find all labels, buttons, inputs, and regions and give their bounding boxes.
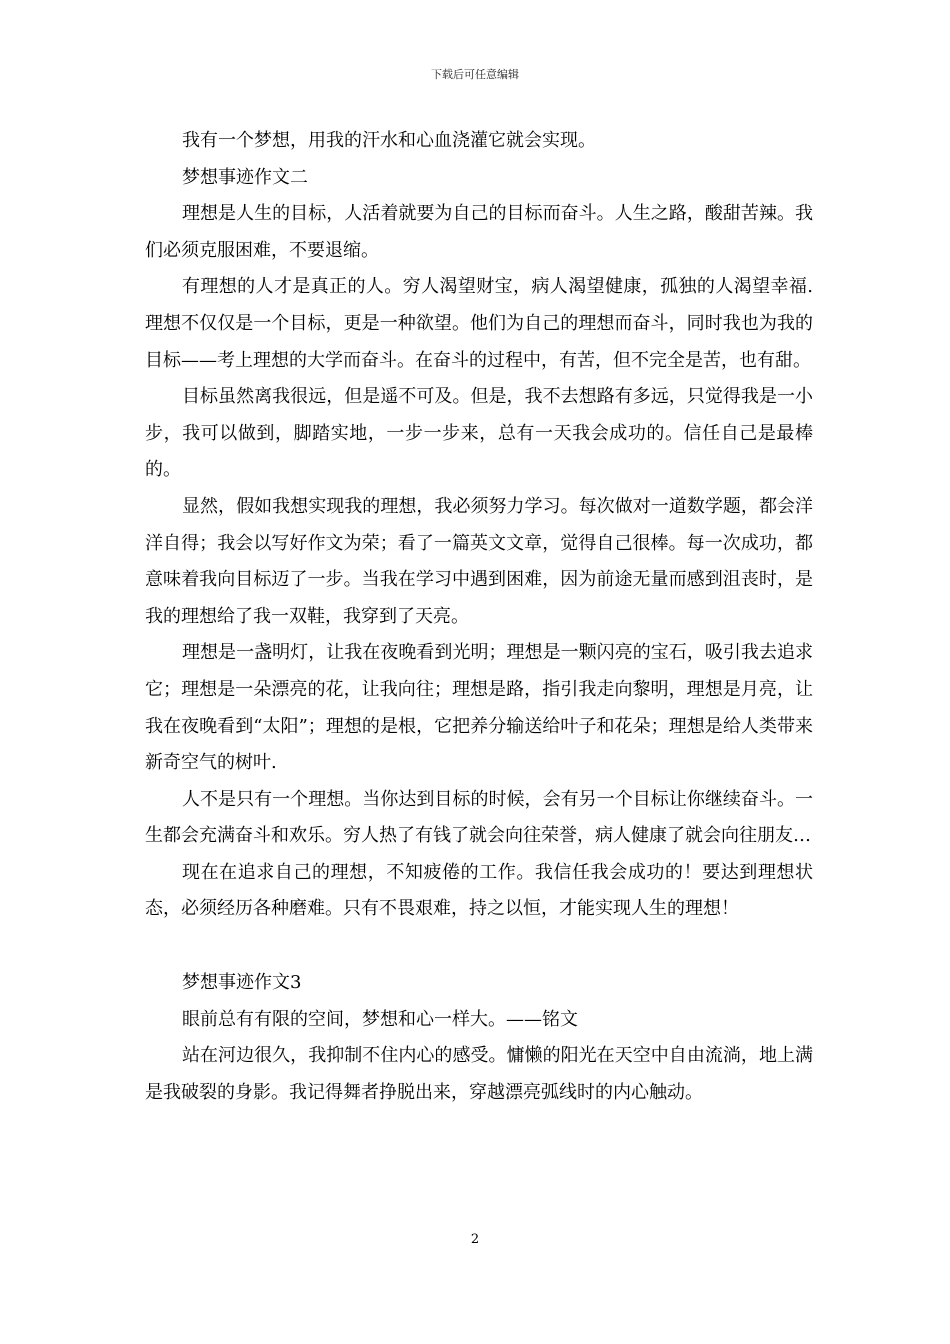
epigraph: 眼前总有有限的空间，梦想和心一样大。——铭文: [182, 1008, 578, 1030]
page-header: 下载后可任意编辑: [431, 68, 519, 81]
paragraph: 我有一个梦想，用我的汗水和心血浇灌它就会实现。: [182, 130, 596, 151]
page-number: 2: [470, 1232, 480, 1247]
paragraph: 站在河边很久，我抑制不住内心的感受。慵懒的阳光在天空中自由流淌，地上满是我破裂的身影。我记得舞者挣脱出来，穿越漂亮弧线时的内心触动。: [145, 1045, 813, 1103]
paragraph: 有理想的人才是真正的人。穷人渴望财宝，病人渴望健康，孤独的人渴望幸福.理想不仅仅是一个目标，更是一种欲望。他们为自己的理想而奋斗，同时我也为我的目标——考上理想的大学而奋斗。在奋斗的过程中，有苦，但不完全是苦，也有甜。: [145, 276, 813, 371]
blank-line: [145, 928, 813, 965]
paragraph: 目标虽然离我很远，但是遥不可及。但是，我不去想路有多远，只觉得我是一小步，我可以做到，脚踏实地，一步一步来，总有一天我会成功的。信任自己是最棒的。: [145, 386, 813, 481]
paragraph: 现在在追求自己的理想，不知疲倦的工作。我信任我会成功的！要达到理想状态，必须经历各种磨难。只有不畏艰难，持之以恒，才能实现人生的理想！: [145, 861, 813, 920]
section-heading: 梦想事迹作文3: [182, 972, 302, 994]
paragraph: 人不是只有一个理想。当你达到目标的时候，会有另一个目标让你继续奋斗。一生都会充满奋斗和欢乐。穷人热了有钱了就会向往荣誉，病人健康了就会向往朋友…: [145, 788, 813, 847]
section-heading: 梦想事迹作文二: [182, 166, 308, 188]
paragraph: 显然，假如我想实现我的理想，我必须努力学习。每次做对一道数学题，都会洋洋自得；我会以写好作文为荣；看了一篇英文文章，觉得自己很棒。每一次成功，都意味着我向目标迈了一步。当我在学习中遇到困难，因为前途无量而感到沮丧时，是我的理想给了我一双鞋，我穿到了天亮。: [145, 495, 813, 627]
paragraph: 理想是人生的目标，人活着就要为自己的目标而奋斗。人生之路，酸甜苦辣。我们必须克服困难，不要退缩。: [145, 203, 813, 261]
paragraph: 理想是一盏明灯，让我在夜晚看到光明；理想是一颗闪亮的宝石，吸引我去追求它；理想是一朵漂亮的花，让我向往；理想是路，指引我走向黎明，理想是月亮，让我在夜晚看到“太阳”；理想的是根，它把养分输送给叶子和花朵；理想是给人类带来新奇空气的树叶.: [145, 642, 813, 774]
page-body: [145, 123, 813, 1111]
